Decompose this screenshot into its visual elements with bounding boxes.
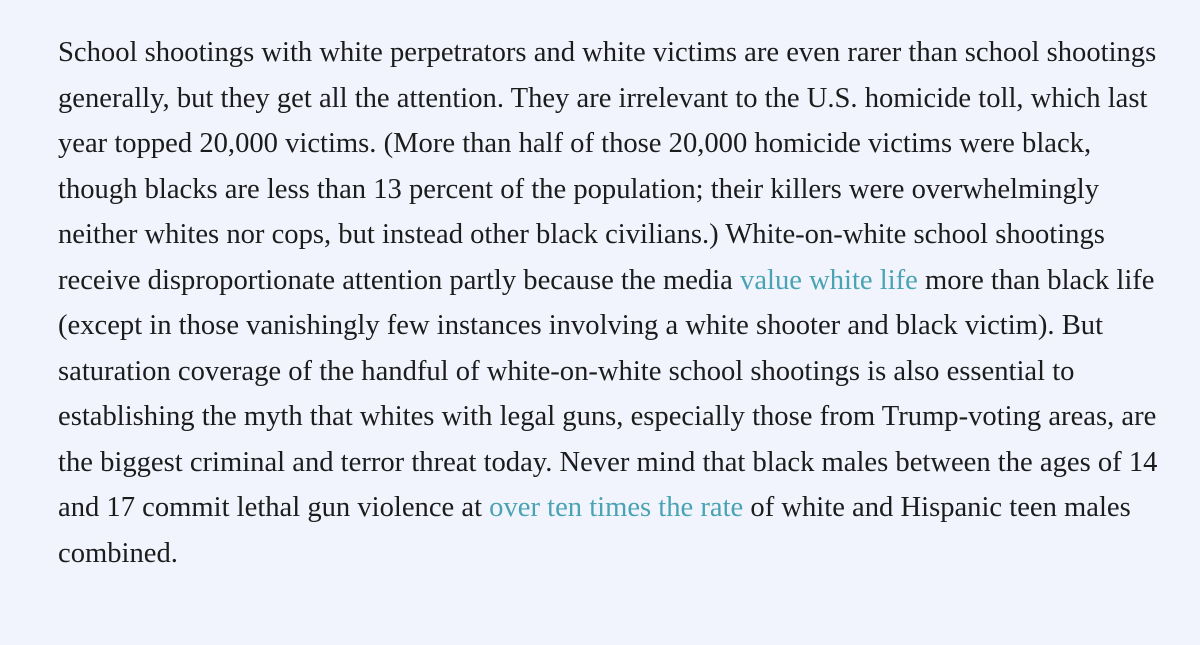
paragraph-text-part-2: more than black life (except in those vanishingly few instances involving a white shooter and black victim). But saturation coverage of the handful of white-on-white school shootings is also essential to establishing the myth that whites with legal guns, especially those from Trump-voting areas, are the biggest criminal and terror threat today. Never mind that black males between the ages of 14 and 17 commit lethal gun violence at [58, 264, 1158, 523]
over-ten-times-the-rate-link[interactable]: over ten times the rate [489, 492, 744, 523]
paragraph-text-part-1: School shootings with white perpetrators and white victims are even rarer than school shootings generally, but they get all the attention. They are irrelevant to the U.S. homicide toll, which last year topped 20,000 victims. (More than half of those 20,000 homicide victims were black, though blacks are less than 13 percent of the population; their killers were overwhelmingly neither whites nor cops, but instead other black civilians.) White-on-white school shootings receive disproportionate attention partly because the media [58, 37, 1157, 296]
article-body [58, 30, 1168, 576]
value-white-life-link[interactable]: value white life [740, 264, 918, 296]
article-paragraph [58, 30, 1168, 576]
paragraph-text-part-3: of white and Hispanic teen males combined. [58, 492, 1131, 569]
